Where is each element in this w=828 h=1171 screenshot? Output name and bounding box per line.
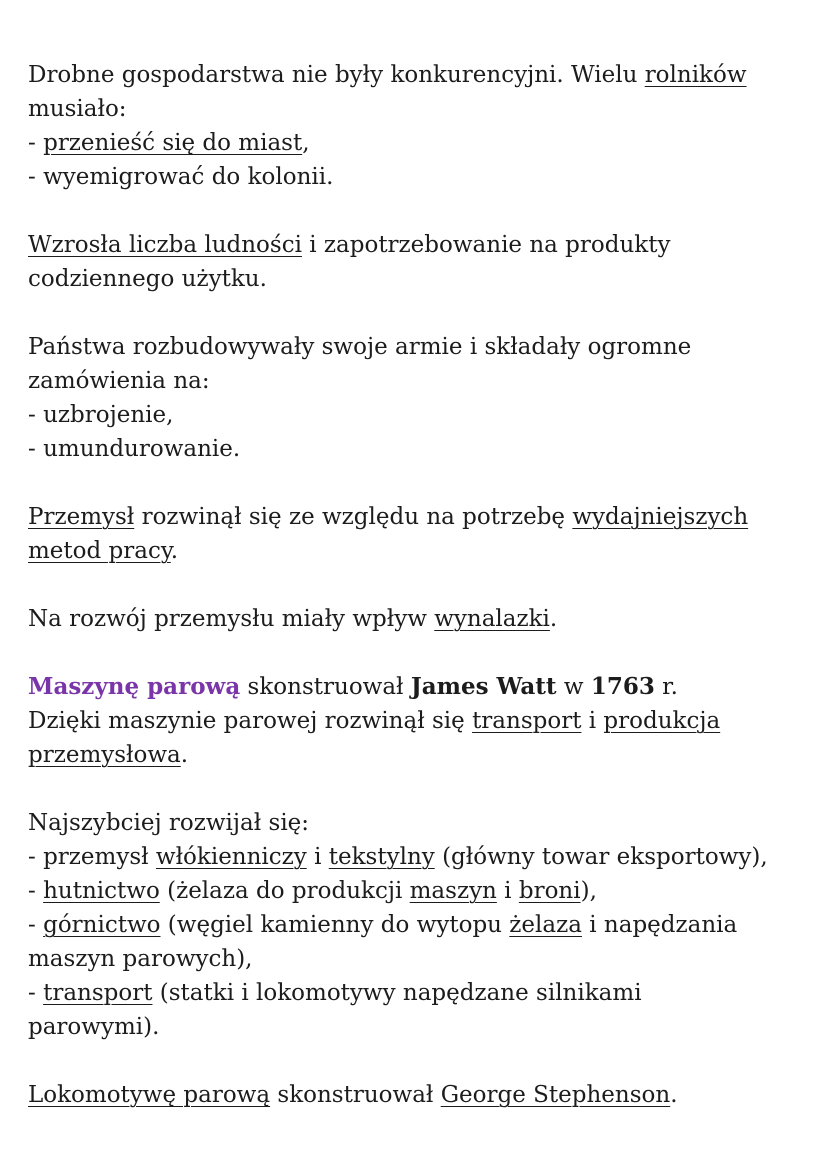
text: i [306,844,329,870]
underlined-term: maszyn [409,878,497,904]
text-line [28,670,808,704]
text: w [556,674,591,700]
paragraph-locomotive [28,1078,808,1112]
paragraph-farms [28,58,808,194]
paragraph-industry [28,500,808,568]
text: - [28,130,44,156]
paragraph-inventions [28,602,808,636]
underlined-term: żelaza [509,912,582,938]
list-item [28,976,808,1010]
underlined-term: transport [472,708,582,734]
text: . [549,606,558,632]
text-line [28,58,808,92]
list-item: - uzbrojenie, [28,402,174,428]
bold-year: 1763 [590,673,655,700]
underlined-term: włókienniczy [155,844,307,870]
text-line: maszyn parowych), [28,946,253,972]
list-item: - umundurowanie. [28,436,241,462]
underlined-term: metod pracy [28,538,171,564]
list-item [28,874,808,908]
text: - [28,878,44,904]
underlined-term: George Stephenson [440,1082,671,1108]
text: - [28,980,44,1006]
text: (główny towar eksportowy), [434,844,768,870]
text-line [28,704,808,738]
text-line: parowymi). [28,1014,160,1040]
text: (żelaza do produkcji [159,878,410,904]
text: i napędzania [581,912,738,938]
text: Drobne gospodarstwa nie były konkurencyjni. Wielu [28,62,645,88]
text-line: Najszybciej rozwijał się: [28,810,310,836]
paragraph-armies [28,330,808,466]
underlined-term: tekstylny [328,844,435,870]
underlined-term: broni [518,878,581,904]
paragraph-fastest-growing [28,806,808,1044]
underlined-term: transport [43,980,153,1006]
text: i zapotrzebowanie na produkty [301,232,671,258]
list-item [28,908,808,942]
text: i [581,708,604,734]
text-line [28,1078,808,1112]
list-item [28,840,808,874]
underlined-term: rolników [644,62,747,88]
underlined-term: wydajniejszych [572,504,749,530]
text-line [28,534,808,568]
text: , [302,130,310,156]
underlined-term: przemysłowa [28,742,181,768]
text: r. [654,674,678,700]
underlined-term: Wzrosła liczba ludności [28,232,302,258]
underlined-term: przenieść się do miast [43,130,303,156]
underlined-term: wynalazki [434,606,550,632]
text-line [28,228,808,262]
underlined-term: hutnictwo [43,878,160,904]
text: skonstruował [270,1082,441,1108]
text: Na rozwój przemysłu miały wpływ [28,606,435,632]
paragraph-population [28,228,808,296]
text: . [670,1082,678,1108]
list-item [28,126,808,160]
document-page [28,58,808,1146]
text: skonstruował [240,674,411,700]
text-line [28,602,808,636]
paragraph-steam-engine [28,670,808,772]
list-item: - wyemigrować do kolonii. [28,164,334,190]
text: Dzięki maszynie parowej rozwinął się [28,708,473,734]
underlined-term: produkcja [603,708,721,734]
text: . [180,742,189,768]
text: i [496,878,519,904]
text-line [28,500,808,534]
text: - [28,912,44,938]
highlighted-term: Maszynę parową [28,673,241,700]
text-line [28,738,808,772]
text-line: zamówienia na: [28,368,210,394]
text: ), [580,878,597,904]
underlined-term: Lokomotywę parową [28,1082,271,1108]
text-line: Państwa rozbudowywały swoje armie i składały ogromne [28,334,692,360]
text-line: codziennego użytku. [28,266,267,292]
text: - przemysł [28,844,156,870]
bold-name: James Watt [410,673,557,700]
text: (węgiel kamienny do wytopu [160,912,510,938]
text: (statki i lokomotywy napędzane silnikami [152,980,642,1006]
text-line: musiało: [28,96,127,122]
underlined-term: górnictwo [43,912,161,938]
underlined-term: Przemysł [28,504,135,530]
text: rozwinął się ze względu na potrzebę [134,504,573,530]
text: . [170,538,179,564]
